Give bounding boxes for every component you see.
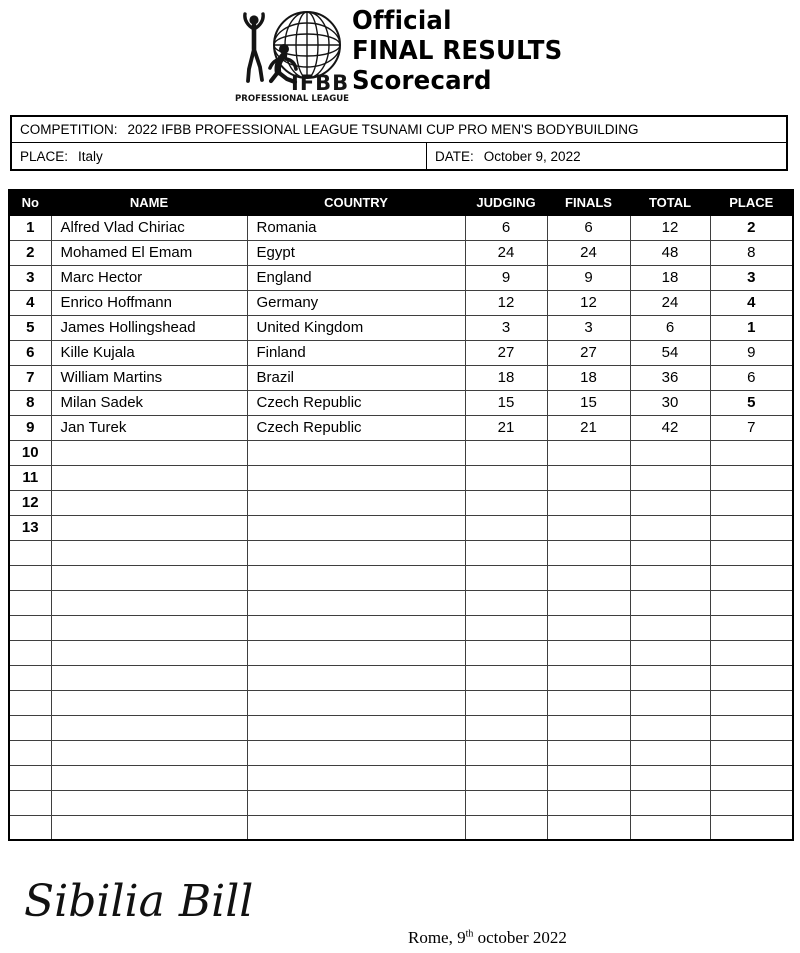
cell-place — [710, 690, 793, 715]
cell-name — [51, 515, 247, 540]
female-figure-icon — [245, 14, 263, 81]
cell-total — [630, 715, 710, 740]
cell-place — [710, 765, 793, 790]
footer-date-city: Rome, — [408, 928, 458, 947]
results-table-header-row — [9, 190, 793, 215]
cell-place: 5 — [710, 390, 793, 415]
cell-judging — [465, 615, 547, 640]
blank-row — [9, 815, 793, 840]
cell-finals: 12 — [547, 290, 630, 315]
cell-place: 7 — [710, 415, 793, 440]
cell-no — [9, 590, 51, 615]
cell-country — [247, 765, 465, 790]
cell-finals — [547, 540, 630, 565]
cell-country — [247, 815, 465, 840]
column-header-name: NAME — [51, 190, 247, 215]
place-cell — [12, 143, 426, 169]
cell-name: Kille Kujala — [51, 340, 247, 365]
cell-judging: 6 — [465, 215, 547, 240]
cell-place: 6 — [710, 365, 793, 390]
logo-subtitle: PROFESSIONAL LEAGUE — [235, 94, 349, 103]
cell-judging: 12 — [465, 290, 547, 315]
cell-judging: 3 — [465, 315, 547, 340]
footer-date-line — [408, 928, 567, 948]
cell-judging — [465, 565, 547, 590]
cell-finals — [547, 740, 630, 765]
cell-country: United Kingdom — [247, 315, 465, 340]
result-row — [9, 415, 793, 440]
cell-place — [710, 740, 793, 765]
cell-judging — [465, 765, 547, 790]
numbered-empty-row — [9, 490, 793, 515]
cell-finals — [547, 440, 630, 465]
footer-date-day: 9 — [457, 928, 466, 947]
competition-info-box — [10, 115, 788, 171]
cell-total: 6 — [630, 315, 710, 340]
cell-finals: 6 — [547, 215, 630, 240]
competition-row — [12, 117, 786, 143]
cell-judging: 27 — [465, 340, 547, 365]
numbered-empty-row — [9, 465, 793, 490]
numbered-empty-row — [9, 515, 793, 540]
cell-judging: 18 — [465, 365, 547, 390]
cell-no: 9 — [9, 415, 51, 440]
blank-row — [9, 590, 793, 615]
cell-country — [247, 440, 465, 465]
cell-total: 18 — [630, 265, 710, 290]
blank-row — [9, 715, 793, 740]
place-date-row — [12, 143, 786, 169]
cell-name — [51, 540, 247, 565]
cell-judging — [465, 540, 547, 565]
cell-total — [630, 740, 710, 765]
cell-country: Czech Republic — [247, 390, 465, 415]
cell-name — [51, 790, 247, 815]
place-value: Italy — [78, 148, 103, 164]
cell-no — [9, 565, 51, 590]
cell-place — [710, 665, 793, 690]
cell-place — [710, 465, 793, 490]
cell-country: Romania — [247, 215, 465, 240]
blank-row — [9, 640, 793, 665]
cell-finals — [547, 815, 630, 840]
cell-no — [9, 715, 51, 740]
cell-total: 12 — [630, 215, 710, 240]
cell-country — [247, 590, 465, 615]
title-line-2: FINAL RESULTS — [352, 36, 563, 66]
cell-judging — [465, 815, 547, 840]
cell-finals — [547, 565, 630, 590]
cell-place — [710, 640, 793, 665]
column-header-finals: FINALS — [547, 190, 630, 215]
cell-judging — [465, 465, 547, 490]
footer-date-rest: october 2022 — [473, 928, 567, 947]
result-row — [9, 265, 793, 290]
results-table-body — [9, 215, 793, 840]
cell-place: 4 — [710, 290, 793, 315]
column-header-country: COUNTRY — [247, 190, 465, 215]
cell-no — [9, 790, 51, 815]
cell-no: 10 — [9, 440, 51, 465]
cell-judging — [465, 515, 547, 540]
cell-no: 8 — [9, 390, 51, 415]
cell-country — [247, 640, 465, 665]
cell-country — [247, 540, 465, 565]
cell-total — [630, 590, 710, 615]
cell-country: England — [247, 265, 465, 290]
cell-no — [9, 690, 51, 715]
cell-no — [9, 765, 51, 790]
cell-total — [630, 690, 710, 715]
cell-no — [9, 640, 51, 665]
column-header-judging: JUDGING — [465, 190, 547, 215]
cell-name: Enrico Hoffmann — [51, 290, 247, 315]
cell-country — [247, 790, 465, 815]
cell-finals — [547, 665, 630, 690]
cell-country: Finland — [247, 340, 465, 365]
official-signature: Sibilia Bill — [24, 876, 254, 927]
title-line-3: Scorecard — [352, 66, 492, 96]
cell-name — [51, 715, 247, 740]
result-row — [9, 290, 793, 315]
cell-finals — [547, 465, 630, 490]
cell-name: Alfred Vlad Chiriac — [51, 215, 247, 240]
cell-finals: 21 — [547, 415, 630, 440]
cell-judging — [465, 690, 547, 715]
result-row — [9, 390, 793, 415]
column-header-total: TOTAL — [630, 190, 710, 215]
cell-country: Germany — [247, 290, 465, 315]
cell-country — [247, 490, 465, 515]
cell-judging: 9 — [465, 265, 547, 290]
cell-name: William Martins — [51, 365, 247, 390]
cell-finals — [547, 515, 630, 540]
cell-finals — [547, 615, 630, 640]
cell-finals — [547, 765, 630, 790]
result-row — [9, 365, 793, 390]
cell-name — [51, 615, 247, 640]
cell-place — [710, 540, 793, 565]
result-row — [9, 340, 793, 365]
cell-total: 48 — [630, 240, 710, 265]
cell-place — [710, 440, 793, 465]
date-cell — [426, 143, 786, 169]
blank-row — [9, 690, 793, 715]
cell-judging — [465, 590, 547, 615]
cell-name — [51, 490, 247, 515]
cell-total: 24 — [630, 290, 710, 315]
cell-finals — [547, 490, 630, 515]
cell-total — [630, 640, 710, 665]
numbered-empty-row — [9, 440, 793, 465]
cell-finals — [547, 640, 630, 665]
cell-no — [9, 540, 51, 565]
result-row — [9, 240, 793, 265]
cell-total — [630, 490, 710, 515]
cell-country: Czech Republic — [247, 415, 465, 440]
cell-place — [710, 815, 793, 840]
cell-judging: 15 — [465, 390, 547, 415]
blank-row — [9, 565, 793, 590]
cell-total — [630, 790, 710, 815]
results-table — [8, 189, 794, 841]
cell-name — [51, 590, 247, 615]
logo-acronym: IFBB — [291, 71, 350, 95]
cell-place: 2 — [710, 215, 793, 240]
cell-no — [9, 815, 51, 840]
cell-place — [710, 565, 793, 590]
cell-finals: 3 — [547, 315, 630, 340]
cell-finals — [547, 690, 630, 715]
place-label: PLACE: — [20, 148, 69, 164]
cell-country — [247, 615, 465, 640]
cell-place: 8 — [710, 240, 793, 265]
cell-country — [247, 465, 465, 490]
footer-date-day-suffix: th — [465, 928, 474, 940]
cell-name: James Hollingshead — [51, 315, 247, 340]
cell-no: 6 — [9, 340, 51, 365]
cell-finals: 27 — [547, 340, 630, 365]
cell-judging — [465, 440, 547, 465]
cell-judging: 21 — [465, 415, 547, 440]
cell-place — [710, 715, 793, 740]
cell-total: 30 — [630, 390, 710, 415]
cell-total — [630, 565, 710, 590]
cell-country — [247, 565, 465, 590]
cell-no — [9, 665, 51, 690]
cell-name: Mohamed El Emam — [51, 240, 247, 265]
blank-row — [9, 615, 793, 640]
cell-judging — [465, 740, 547, 765]
cell-place — [710, 490, 793, 515]
cell-country: Brazil — [247, 365, 465, 390]
cell-total: 54 — [630, 340, 710, 365]
cell-total — [630, 465, 710, 490]
cell-no: 1 — [9, 215, 51, 240]
cell-no — [9, 740, 51, 765]
cell-country: Egypt — [247, 240, 465, 265]
column-header-place: PLACE — [710, 190, 793, 215]
cell-name — [51, 565, 247, 590]
result-row — [9, 315, 793, 340]
cell-place — [710, 615, 793, 640]
cell-no — [9, 615, 51, 640]
blank-row — [9, 665, 793, 690]
cell-judging — [465, 640, 547, 665]
blank-row — [9, 790, 793, 815]
cell-name — [51, 815, 247, 840]
column-header-no: No — [9, 190, 51, 215]
cell-no: 4 — [9, 290, 51, 315]
cell-place — [710, 790, 793, 815]
cell-name — [51, 740, 247, 765]
cell-total — [630, 815, 710, 840]
cell-name — [51, 765, 247, 790]
cell-no: 3 — [9, 265, 51, 290]
cell-total — [630, 665, 710, 690]
cell-place: 1 — [710, 315, 793, 340]
cell-place: 9 — [710, 340, 793, 365]
title-line-1: Official — [352, 6, 452, 36]
cell-country — [247, 690, 465, 715]
ifbb-logo — [229, 5, 357, 103]
cell-name: Milan Sadek — [51, 390, 247, 415]
blank-row — [9, 765, 793, 790]
cell-finals: 9 — [547, 265, 630, 290]
cell-finals: 24 — [547, 240, 630, 265]
cell-no: 7 — [9, 365, 51, 390]
competition-value: 2022 IFBB PROFESSIONAL LEAGUE TSUNAMI CUP PRO MEN'S BODYBUILDING — [127, 122, 639, 137]
date-label: DATE: — [435, 148, 474, 164]
cell-no: 11 — [9, 465, 51, 490]
cell-judging: 24 — [465, 240, 547, 265]
competition-label: COMPETITION: — [20, 122, 118, 137]
cell-total — [630, 440, 710, 465]
cell-judging — [465, 790, 547, 815]
cell-finals — [547, 715, 630, 740]
cell-no: 5 — [9, 315, 51, 340]
cell-judging — [465, 490, 547, 515]
cell-no: 2 — [9, 240, 51, 265]
cell-name: Jan Turek — [51, 415, 247, 440]
cell-total — [630, 615, 710, 640]
cell-name — [51, 440, 247, 465]
document-title — [352, 6, 562, 96]
cell-total — [630, 515, 710, 540]
cell-name — [51, 665, 247, 690]
result-row — [9, 215, 793, 240]
cell-finals — [547, 590, 630, 615]
cell-no: 13 — [9, 515, 51, 540]
cell-name — [51, 465, 247, 490]
cell-finals — [547, 790, 630, 815]
cell-name: Marc Hector — [51, 265, 247, 290]
cell-finals: 15 — [547, 390, 630, 415]
cell-place: 3 — [710, 265, 793, 290]
blank-row — [9, 740, 793, 765]
cell-judging — [465, 715, 547, 740]
blank-row — [9, 540, 793, 565]
cell-country — [247, 665, 465, 690]
date-value: October 9, 2022 — [483, 148, 581, 164]
cell-total: 42 — [630, 415, 710, 440]
cell-country — [247, 515, 465, 540]
cell-total — [630, 765, 710, 790]
cell-finals: 18 — [547, 365, 630, 390]
cell-country — [247, 715, 465, 740]
cell-place — [710, 590, 793, 615]
cell-total — [630, 540, 710, 565]
cell-name — [51, 640, 247, 665]
cell-place — [710, 515, 793, 540]
cell-name — [51, 690, 247, 715]
cell-judging — [465, 665, 547, 690]
cell-no: 12 — [9, 490, 51, 515]
cell-total: 36 — [630, 365, 710, 390]
cell-country — [247, 740, 465, 765]
